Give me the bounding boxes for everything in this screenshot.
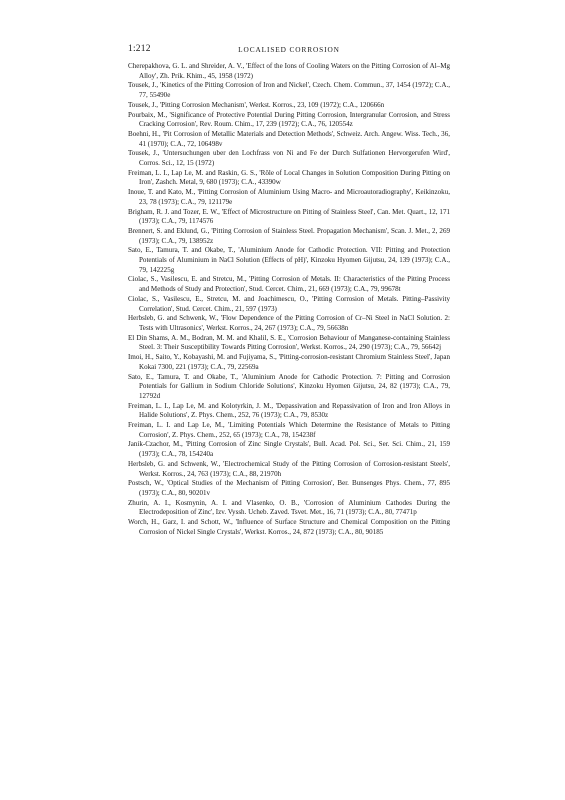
reference-entry: Pourbaix, M., 'Significance of Protective Potential During Pitting Corrosion, Intergranular Corrosion, and Stress Cracking Corrosion', Rev. Roum. Chim., 17, 239 (1972); C.A., 76, 120554z: [128, 110, 450, 129]
reference-entry: Tousek, J., 'Pitting Corrosion Mechanism', Werkst. Korros., 23, 109 (1972); C.A., 120666n: [128, 100, 385, 109]
reference-entry: Inoue, T. and Kato, M., 'Pitting Corrosion of Aluminium Using Macro- and Microautoradiography', Keikinzoku, 23, 78 (1973); C.A., 79, 121179e: [128, 188, 450, 206]
reference-entry: Sato, E., Tamura, T. and Okabe, T., 'Aluminium Anode for Cathodic Protection. VII: Pitting and Protection Potentials of Aluminium in NaCl Solution (Effects of pH)', Kinzoku Hyomen Gijutsu, 24, 139 (1973); C.A., 79, 142225g: [128, 246, 450, 274]
reference-entry: Freiman, L. I., Lap Le, M. and Raskin, G. S., 'Rôle of Local Changes in Solution Composition During Pitting on Iron', Zashch. Metal, 9, 680 (1973); C.A., 43390w: [128, 168, 450, 187]
reference-entry: Boehni, H., 'Pit Corrosion of Metallic Materials and Detection Methods', Schweiz. Arch. Angew. Wiss. Tech., 36, 41 (1970); C.A., 72, 106498v: [128, 129, 450, 148]
reference-entry: El Din Shams, A. M., Bodran, M. M. and Khalil, S. E., 'Corrosion Behaviour of Manganese-containing Stainless Steel. 3: Their Susceptibility Towards Pitting Corrosion', Werkst. Korros., 24, 290 (1973); C.A., 79, 56642j: [128, 333, 450, 352]
reference-entry: Ciolac, S., Vasilescu, E. and Stretcu, M., 'Pitting Corrosion of Metals. II: Characteristics of the Pitting Process and Methods of Study and Protection', Stud. Cercet. Chim., 21, 669 (1973); C.A., 79, 99678t: [128, 275, 450, 294]
reference-entry: Zhurin, A. I., Kosmynin, A. I. and Vlasenko, O. B., 'Corrosion of Aluminium Cathodes During the Electrodeposition of Zinc', Izv. Vyssh. Ucheb. Zaved. Tsvet. Met., 16, 71 (1973); C.A., 80, 77471p: [128, 498, 450, 517]
reference-entry: Herbsleb, G. and Schwenk, W., 'Electrochemical Study of the Pitting Corrosion of Corrosion-resistant Steels', Werkst. Korros., 24, 763 (1973); C.A., 88, 21970h: [128, 459, 450, 478]
page-number: 1:212: [128, 44, 151, 54]
reference-entry: Worch, H., Garz, I. and Schott, W., 'Influence of Surface Structure and Chemical Composition on the Pitting Corrosion of Nickel Single Crystals', Werkst. Korros., 24, 872 (1973); C.A., 80, 90185: [128, 518, 450, 536]
reference-entry: Brigham, R. J. and Tozer, E. W., 'Effect of Microstructure on Pitting of Stainless Steel', Can. Met. Quart., 12, 171 (1973); C.A., 79, 1174576: [128, 207, 450, 226]
reference-list: [128, 62, 450, 537]
reference-entry: Janik-Czachor, M., 'Pitting Corrosion of Zinc Single Crystals', Bull. Acad. Pol. Sci., Ser. Sci. Chim., 21, 159 (1973); C.A., 78, 154240a: [128, 440, 450, 459]
reference-entry: Postsch, W., 'Optical Studies of the Mechanism of Pitting Corrosion', Ber. Bunsenges Phys. Chem., 77, 895 (1973); C.A., 80, 90201v: [128, 479, 450, 497]
reference-entry: Sato, E., Tamura, T. and Okabe, T., 'Aluminium Anode for Cathodic Protection. 7: Pitting and Corrosion Potentials for Gallium in Sodium Chloride Solutions', Kinzoku Hyomen Gijutsu, 24, 82 (1973); C.A., 79, 12792d: [128, 372, 450, 400]
reference-entry: Imoi, H., Saito, Y., Kobayashi, M. and Fujiyama, S., 'Pitting-corrosion-resistant Chromium Stainless Steel', Japan Kokai 7300, 221 (1973); C.A., 79, 22569a: [128, 353, 450, 371]
reference-entry: Ciolac, S., Vasilescu, E., Stretcu, M. and Joachimescu, O., 'Pitting Corrosion of Metals. Pitting–Passivity Correlation', Stud. Cercet. Chim., 21, 597 (1973): [128, 294, 450, 313]
reference-entry: Herbsleb, G. and Schwenk, W., 'Flow Dependence of the Pitting Corrosion of Cr–Ni Steel in NaCl Solution. 2: Tests with Ultrasonics', Werkst. Korros., 24, 267 (1973); C.A., 79, 56638n: [128, 314, 450, 332]
running-head: LOCALISED CORROSION: [238, 45, 340, 54]
page-header: [128, 44, 450, 58]
reference-entry: Tousek, J., 'Untersuchungen uber den Lochfrass von Ni and Fe der Durch Sulfationen Hervorgerufen Wird', Corros. Sci., 12, 15 (1972): [128, 149, 450, 168]
reference-entry: Tousek, J., 'Kinetics of the Pitting Corrosion of Iron and Nickel', Czech. Chem. Commun., 37, 1454 (1972); C.A., 77, 55490e: [128, 81, 450, 100]
reference-entry: Freiman, L. I., Lap Le, M. and Kolotyrkin, J. M., 'Depassivation and Repassivation of Iron and Iron Alloys in Halide Solutions', Z. Phys. Chem., 252, 76 (1973); C.A., 79, 8530z: [128, 401, 450, 420]
reference-entry: Freiman, L. I. and Lap Le, M., 'Limiting Potentials Which Determine the Resistance of Metals to Pitting Corrosion', Z. Phys. Chem., 252, 65 (1973); C.A., 78, 154238f: [128, 421, 450, 439]
reference-entry: Cherepakhova, G. L. and Shreider, A. V., 'Effect of the Ions of Cooling Waters on the Pitting Corrosion of Al–Mg Alloy', Zh. Prik. Khim., 45, 1958 (1972): [128, 62, 450, 80]
reference-entry: Brennert, S. and Eklund, G., 'Pitting Corrosion of Stainless Steel. Propagation Mechanism', Scan. J. Met., 2, 269 (1973); C.A., 79, 138952z: [128, 226, 450, 245]
